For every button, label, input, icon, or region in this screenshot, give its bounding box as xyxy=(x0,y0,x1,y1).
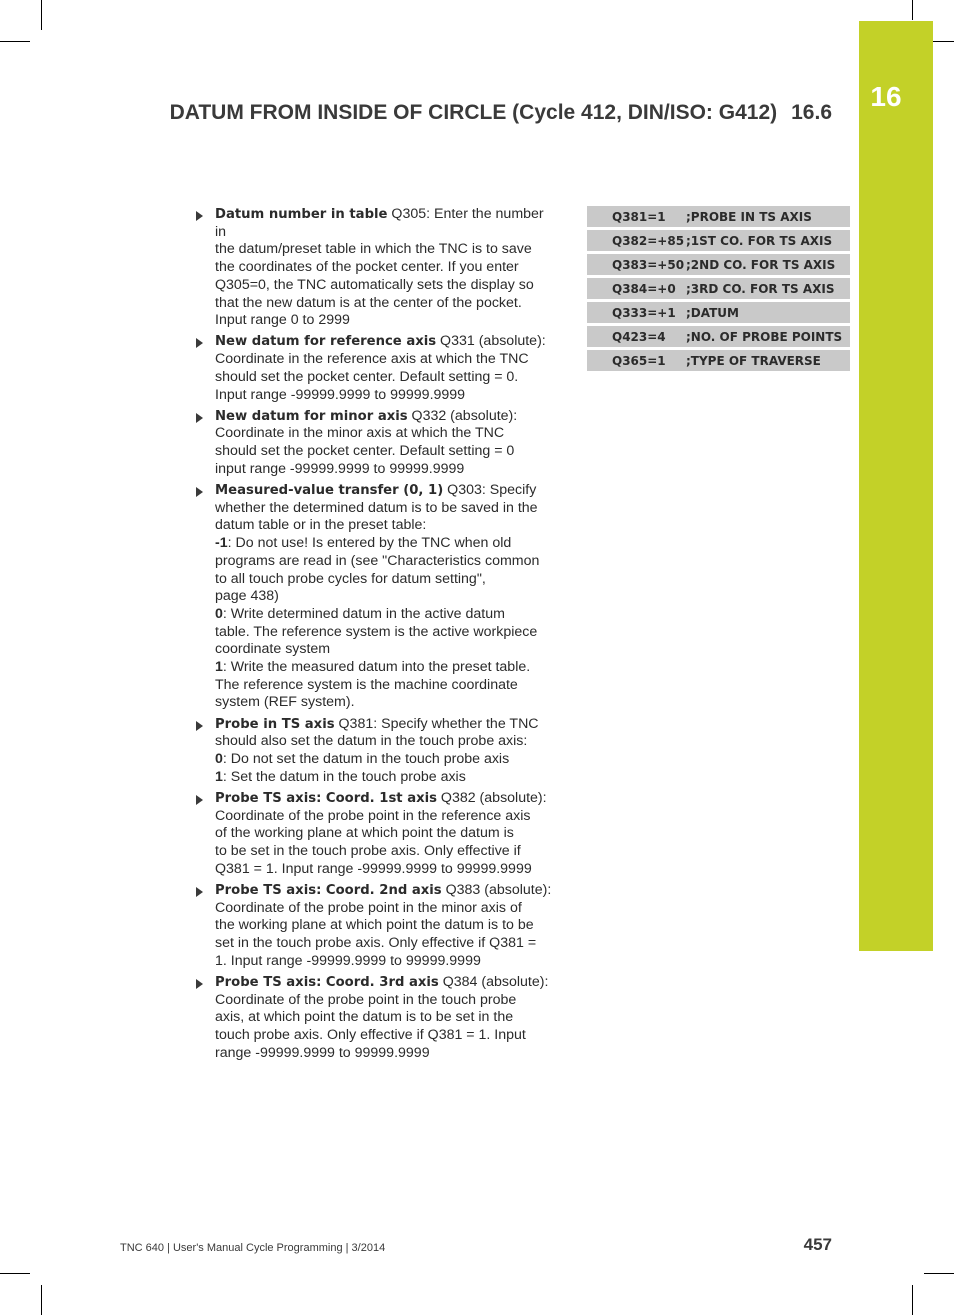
description-line: Q305=0, the TNC automatically sets the display so xyxy=(215,276,534,293)
option-key: 0 xyxy=(215,605,223,622)
description-line: Coordinate of the probe point in the minor axis of xyxy=(215,899,522,916)
triangle-bullet-icon xyxy=(196,795,203,805)
program-comment: ;TYPE OF TRAVERSE xyxy=(686,349,850,373)
footer-text: TNC 640 | User's Manual Cycle Programming | 3/2014 xyxy=(120,1242,386,1254)
crop-mark xyxy=(41,0,42,30)
description-line: input range -99999.9999 to 99999.9999 xyxy=(215,460,465,477)
program-comment: ;DATUM xyxy=(686,301,850,325)
table-row xyxy=(587,277,850,301)
crop-mark xyxy=(0,1273,30,1274)
list-item xyxy=(193,408,555,479)
option-text: table. The reference system is the active workpiece xyxy=(215,623,538,640)
program-code: Q333=+1 xyxy=(587,301,686,325)
option-key: -1 xyxy=(215,535,228,552)
option-text: : Do not use! Is entered by the TNC when old xyxy=(227,535,512,552)
option-text: The reference system is the machine coordinate xyxy=(215,676,518,693)
program-code: Q365=1 xyxy=(587,349,686,373)
parameter-term: New datum for reference axis xyxy=(215,334,437,350)
program-code: Q384=+0 xyxy=(587,277,686,301)
description-line: Coordinate in the minor axis at which the TNC xyxy=(215,425,505,442)
nc-program-table xyxy=(587,206,850,374)
list-item xyxy=(193,482,555,712)
list-item xyxy=(193,790,555,879)
triangle-bullet-icon xyxy=(196,721,203,731)
description-line: of the working plane at which point the datum is xyxy=(215,825,514,842)
description-line: Input range 0 to 2999 xyxy=(215,312,350,329)
parameter-term: Probe TS axis: Coord. 3rd axis xyxy=(215,975,439,991)
parameter-term: Measured-value transfer (0, 1) xyxy=(215,483,444,499)
description-line: touch probe axis. Only effective if Q381 = 1. Input xyxy=(215,1027,526,1044)
list-item xyxy=(193,974,555,1063)
description-line: to be set in the touch probe axis. Only effective if xyxy=(215,843,521,860)
description-line: Q381: Specify whether the TNC xyxy=(334,715,539,732)
triangle-bullet-icon xyxy=(196,338,203,348)
crop-mark xyxy=(41,1285,42,1315)
option-text: : Do not set the datum in the touch probe axis xyxy=(222,751,510,768)
list-item xyxy=(193,716,555,787)
chapter-number: 16 xyxy=(870,81,902,112)
description-line: the coordinates of the pocket center. If you enter xyxy=(215,259,519,276)
program-comment: ;NO. OF PROBE POINTS xyxy=(686,325,850,349)
option-text: to all touch probe cycles for datum setting", xyxy=(215,570,486,587)
description-line: Q381 = 1. Input range -99999.9999 to 99999.9999 xyxy=(215,860,532,877)
table-row xyxy=(587,253,850,277)
section-number: 16.6 xyxy=(791,101,832,124)
description-line: Coordinate in the reference axis at which the TNC xyxy=(215,351,529,368)
option-text: : Write the measured datum into the preset table. xyxy=(222,659,531,676)
crop-mark xyxy=(924,1273,954,1274)
description-line: Q331 (absolute): xyxy=(436,333,546,350)
list-item xyxy=(193,882,555,971)
table-row xyxy=(587,301,850,325)
option-text: : Set the datum in the touch probe axis xyxy=(222,768,466,785)
triangle-bullet-icon xyxy=(196,413,203,423)
chapter-tab xyxy=(859,21,933,951)
parameter-term: New datum for minor axis xyxy=(215,408,408,424)
description-line: Q384 (absolute): xyxy=(438,974,549,991)
description-line: datum table or in the preset table: xyxy=(215,517,427,534)
page-title-text: DATUM FROM INSIDE OF CIRCLE (Cycle 412, DIN/ISO: G412) xyxy=(169,101,778,124)
parameter-term: Probe in TS axis xyxy=(215,716,335,732)
page-number: 457 xyxy=(803,1235,832,1254)
description-line: set in the touch probe axis. Only effective if Q381 = xyxy=(215,935,537,952)
triangle-bullet-icon xyxy=(196,211,203,221)
description-line: range -99999.9999 to 99999.9999 xyxy=(215,1044,430,1061)
triangle-bullet-icon xyxy=(196,487,203,497)
program-code: Q381=1 xyxy=(587,206,686,229)
program-comment: ;PROBE IN TS AXIS xyxy=(686,206,850,229)
option-key: 0 xyxy=(215,751,223,768)
description-line: Coordinate of the probe point in the touch probe xyxy=(215,991,517,1008)
option-key: 1 xyxy=(215,768,223,785)
description-line: Q382 (absolute): xyxy=(436,790,547,806)
option-text: : Write determined datum in the active datum xyxy=(222,605,505,622)
parameter-term: Probe TS axis: Coord. 1st axis xyxy=(215,791,437,806)
program-code: Q382=+85 xyxy=(587,229,686,253)
program-code: Q423=4 xyxy=(587,325,686,349)
option-key: 1 xyxy=(215,659,223,676)
description-line: 1. Input range -99999.9999 to 99999.9999 xyxy=(215,952,481,969)
table-row xyxy=(587,206,850,229)
program-comment: ;1ST CO. FOR TS AXIS xyxy=(686,229,850,253)
description-line: should set the pocket center. Default setting = 0. xyxy=(215,368,519,385)
description-line: that the new datum is at the center of the pocket. xyxy=(215,294,522,311)
crop-mark xyxy=(0,41,30,42)
program-comment: ;3RD CO. FOR TS AXIS xyxy=(686,277,850,301)
crop-mark xyxy=(912,1285,913,1315)
crop-mark xyxy=(912,0,913,20)
triangle-bullet-icon xyxy=(196,979,203,989)
description-line: Q305: Enter the number in xyxy=(215,206,544,240)
description-line: Q383 (absolute): xyxy=(441,882,552,899)
option-text: page 438) xyxy=(215,588,279,605)
parameter-list xyxy=(193,206,555,1066)
description-line: Input range -99999.9999 to 99999.9999 xyxy=(215,386,466,403)
description-line: should also set the datum in the touch probe axis: xyxy=(215,733,528,750)
table-row xyxy=(587,229,850,253)
page-title xyxy=(120,101,832,125)
table-row xyxy=(587,349,850,373)
description-line: axis, at which point the datum is to be set in the xyxy=(215,1009,514,1026)
parameter-term: Probe TS axis: Coord. 2nd axis xyxy=(215,883,442,899)
option-text: system (REF system). xyxy=(215,694,355,711)
triangle-bullet-icon xyxy=(196,887,203,897)
description-line: Coordinate of the probe point in the reference axis xyxy=(215,807,531,824)
description-line: should set the pocket center. Default setting = 0 xyxy=(215,443,515,460)
option-text: coordinate system xyxy=(215,641,331,658)
description-line: the working plane at which point the datum is to be xyxy=(215,917,534,934)
list-item xyxy=(193,206,555,330)
parameter-term: Datum number in table xyxy=(215,207,388,222)
description-line: whether the determined datum is to be saved in the xyxy=(215,499,538,516)
description-line: Q332 (absolute): xyxy=(407,407,518,424)
list-item xyxy=(193,333,555,404)
program-comment: ;2ND CO. FOR TS AXIS xyxy=(686,253,850,277)
program-code: Q383=+50 xyxy=(587,253,686,277)
description-line: the datum/preset table in which the TNC is to save xyxy=(215,241,532,258)
option-text: programs are read in (see "Characteristics common xyxy=(215,552,540,569)
table-row xyxy=(587,325,850,349)
description-line: Q303: Specify xyxy=(443,482,537,499)
